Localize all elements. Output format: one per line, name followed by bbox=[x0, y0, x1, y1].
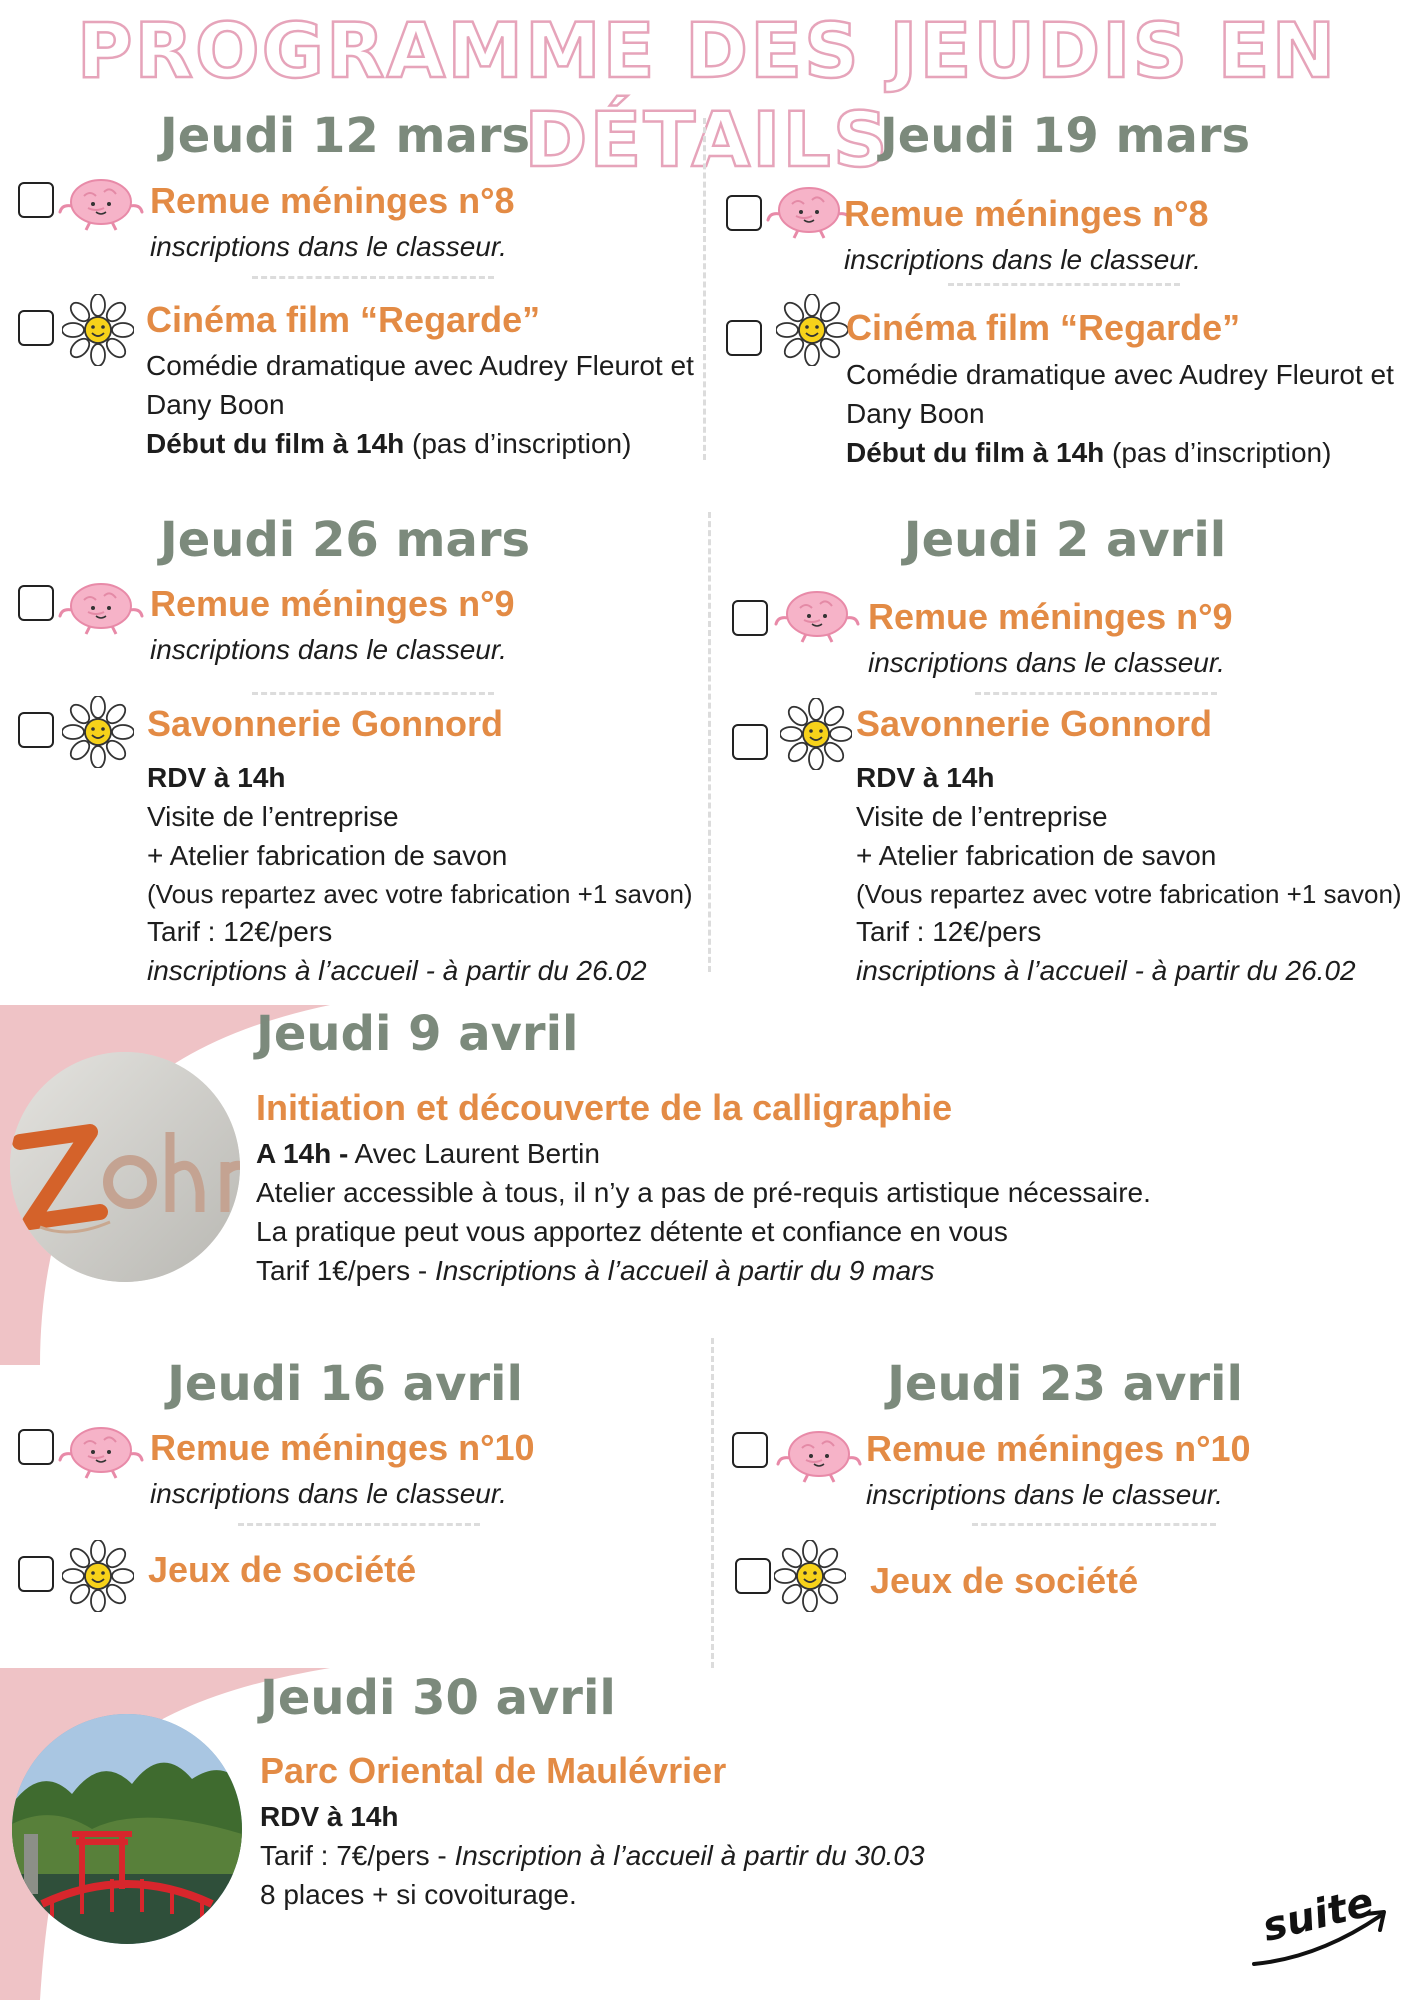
checkbox[interactable] bbox=[18, 712, 54, 748]
event-text: Dany Boon bbox=[146, 389, 285, 420]
smiley-flower-icon bbox=[776, 294, 848, 366]
event-text: La pratique peut vous apportez détente et confiance en vous bbox=[256, 1216, 1008, 1247]
brain-icon bbox=[776, 1428, 862, 1484]
event-text-rest: (pas d’inscription) bbox=[404, 428, 632, 459]
event-text: inscriptions dans le classeur. bbox=[150, 231, 507, 262]
brain-icon bbox=[766, 184, 852, 240]
suite-label: suite bbox=[1258, 1879, 1379, 1951]
park-photo bbox=[12, 1714, 242, 1944]
event-text: RDV à 14h bbox=[260, 1801, 399, 1832]
event-title: Remue méninges n°8 bbox=[844, 193, 1209, 234]
day-heading: Jeudi 12 mars bbox=[159, 108, 531, 164]
event-text: Atelier accessible à tous, il n’y a pas de pré-requis artistique nécessaire. bbox=[256, 1177, 1151, 1208]
event-text: + Atelier fabrication de savon bbox=[147, 840, 508, 871]
checkbox[interactable] bbox=[18, 585, 54, 621]
checkbox[interactable] bbox=[18, 1429, 54, 1465]
event-text: RDV à 14h bbox=[147, 762, 286, 793]
brain-icon bbox=[774, 588, 860, 644]
arrow-right-icon bbox=[1248, 1884, 1398, 1974]
checkbox[interactable] bbox=[18, 182, 54, 218]
event-text: inscriptions dans le classeur. bbox=[150, 634, 507, 665]
brain-icon bbox=[58, 176, 144, 232]
smiley-flower-icon bbox=[62, 696, 134, 768]
checkbox[interactable] bbox=[735, 1558, 771, 1594]
event-text: Tarif : 12€/pers bbox=[856, 916, 1042, 947]
checkbox[interactable] bbox=[732, 724, 768, 760]
event-title: Remue méninges n°10 bbox=[866, 1428, 1251, 1469]
event-title: Remue méninges n°8 bbox=[150, 180, 515, 221]
event-text: inscriptions à l’accueil - à partir du 26.02 bbox=[147, 955, 647, 986]
day-heading: Jeudi 9 avril bbox=[256, 1006, 579, 1062]
dashed-separator bbox=[252, 276, 494, 279]
event-title: Cinéma film “Regarde” bbox=[846, 307, 1241, 348]
event-title: Jeux de société bbox=[148, 1549, 417, 1590]
event-text: RDV à 14h bbox=[856, 762, 995, 793]
event-title: Remue méninges n°9 bbox=[868, 596, 1233, 637]
event-text: Dany Boon bbox=[846, 398, 985, 429]
event-title: Initiation et découverte de la calligraphie bbox=[256, 1087, 953, 1128]
checkbox[interactable] bbox=[18, 310, 54, 346]
checkbox[interactable] bbox=[732, 600, 768, 636]
event-text-bold: Début du film à 14h bbox=[146, 428, 405, 459]
checkbox[interactable] bbox=[726, 195, 762, 231]
dashed-separator bbox=[972, 1523, 1216, 1526]
event-text: inscriptions dans le classeur. bbox=[868, 647, 1225, 678]
event-title: Jeux de société bbox=[870, 1560, 1139, 1601]
smiley-flower-icon bbox=[62, 1540, 134, 1612]
event-text: Comédie dramatique avec Audrey Fleurot et bbox=[146, 350, 694, 381]
event-text: Tarif : 12€/pers bbox=[147, 916, 333, 947]
event-text bbox=[146, 424, 631, 463]
event-text-italic: Inscriptions à l’accueil à partir du 9 mars bbox=[434, 1255, 935, 1286]
event-title: Remue méninges n°10 bbox=[150, 1427, 535, 1468]
event-text-bold: A 14h - bbox=[256, 1138, 349, 1169]
day-heading: Jeudi 16 avril bbox=[167, 1356, 523, 1412]
event-text: (Vous repartez avec votre fabrication +1 savon) bbox=[856, 879, 1402, 909]
event-text-rest: (pas d’inscription) bbox=[1104, 437, 1332, 468]
day-heading: Jeudi 30 avril bbox=[260, 1670, 616, 1726]
column-divider bbox=[708, 512, 711, 972]
smiley-flower-icon bbox=[774, 1540, 846, 1612]
dashed-separator bbox=[238, 1523, 480, 1526]
event-text-plain: Tarif 1€/pers - bbox=[256, 1255, 435, 1286]
event-text: inscriptions dans le classeur. bbox=[866, 1479, 1223, 1510]
event-text: inscriptions à l’accueil - à partir du 26.02 bbox=[856, 955, 1356, 986]
event-text: Comédie dramatique avec Audrey Fleurot et bbox=[846, 359, 1394, 390]
event-text-rest: Avec Laurent Bertin bbox=[348, 1138, 600, 1169]
dashed-separator bbox=[252, 692, 494, 695]
page-title: PROGRAMME DES JEUDIS EN DÉTAILS bbox=[76, 6, 1338, 184]
smiley-flower-icon bbox=[62, 294, 134, 366]
checkbox[interactable] bbox=[18, 1556, 54, 1592]
dashed-separator bbox=[975, 692, 1217, 695]
smiley-flower-icon bbox=[780, 698, 852, 770]
brain-icon bbox=[58, 580, 144, 636]
suite-link[interactable] bbox=[1248, 1879, 1398, 1974]
event-text: (Vous repartez avec votre fabrication +1 savon) bbox=[147, 879, 693, 909]
event-title: Remue méninges n°9 bbox=[150, 583, 515, 624]
event-text-plain: Tarif : 7€/pers - bbox=[260, 1840, 455, 1871]
event-text: inscriptions dans le classeur. bbox=[150, 1478, 507, 1509]
day-heading: Jeudi 2 avril bbox=[903, 512, 1227, 568]
event-text: Visite de l’entreprise bbox=[856, 801, 1108, 832]
day-heading: Jeudi 26 mars bbox=[159, 512, 531, 568]
column-divider bbox=[711, 1338, 714, 1668]
event-text: 8 places + si covoiturage. bbox=[260, 1879, 577, 1910]
checkbox[interactable] bbox=[726, 320, 762, 356]
event-text bbox=[846, 433, 1331, 472]
event-text-italic: Inscription à l’accueil à partir du 30.03 bbox=[454, 1840, 925, 1871]
event-text bbox=[256, 1251, 935, 1290]
event-text: Visite de l’entreprise bbox=[147, 801, 399, 832]
checkbox[interactable] bbox=[732, 1432, 768, 1468]
dashed-separator bbox=[948, 283, 1180, 286]
event-text-bold: Début du film à 14h bbox=[846, 437, 1105, 468]
column-divider bbox=[703, 118, 706, 460]
brain-icon bbox=[58, 1424, 144, 1480]
event-title: Cinéma film “Regarde” bbox=[146, 299, 541, 340]
event-title: Savonnerie Gonnord bbox=[147, 703, 504, 744]
day-heading: Jeudi 19 mars bbox=[879, 108, 1251, 164]
event-text bbox=[260, 1836, 925, 1875]
event-title: Savonnerie Gonnord bbox=[856, 703, 1213, 744]
event-text bbox=[256, 1134, 600, 1173]
event-text: inscriptions dans le classeur. bbox=[844, 244, 1201, 275]
day-heading: Jeudi 23 avril bbox=[887, 1356, 1243, 1412]
event-text: + Atelier fabrication de savon bbox=[856, 840, 1217, 871]
event-title: Parc Oriental de Maulévrier bbox=[260, 1750, 727, 1791]
calligraphy-photo bbox=[10, 1052, 240, 1282]
